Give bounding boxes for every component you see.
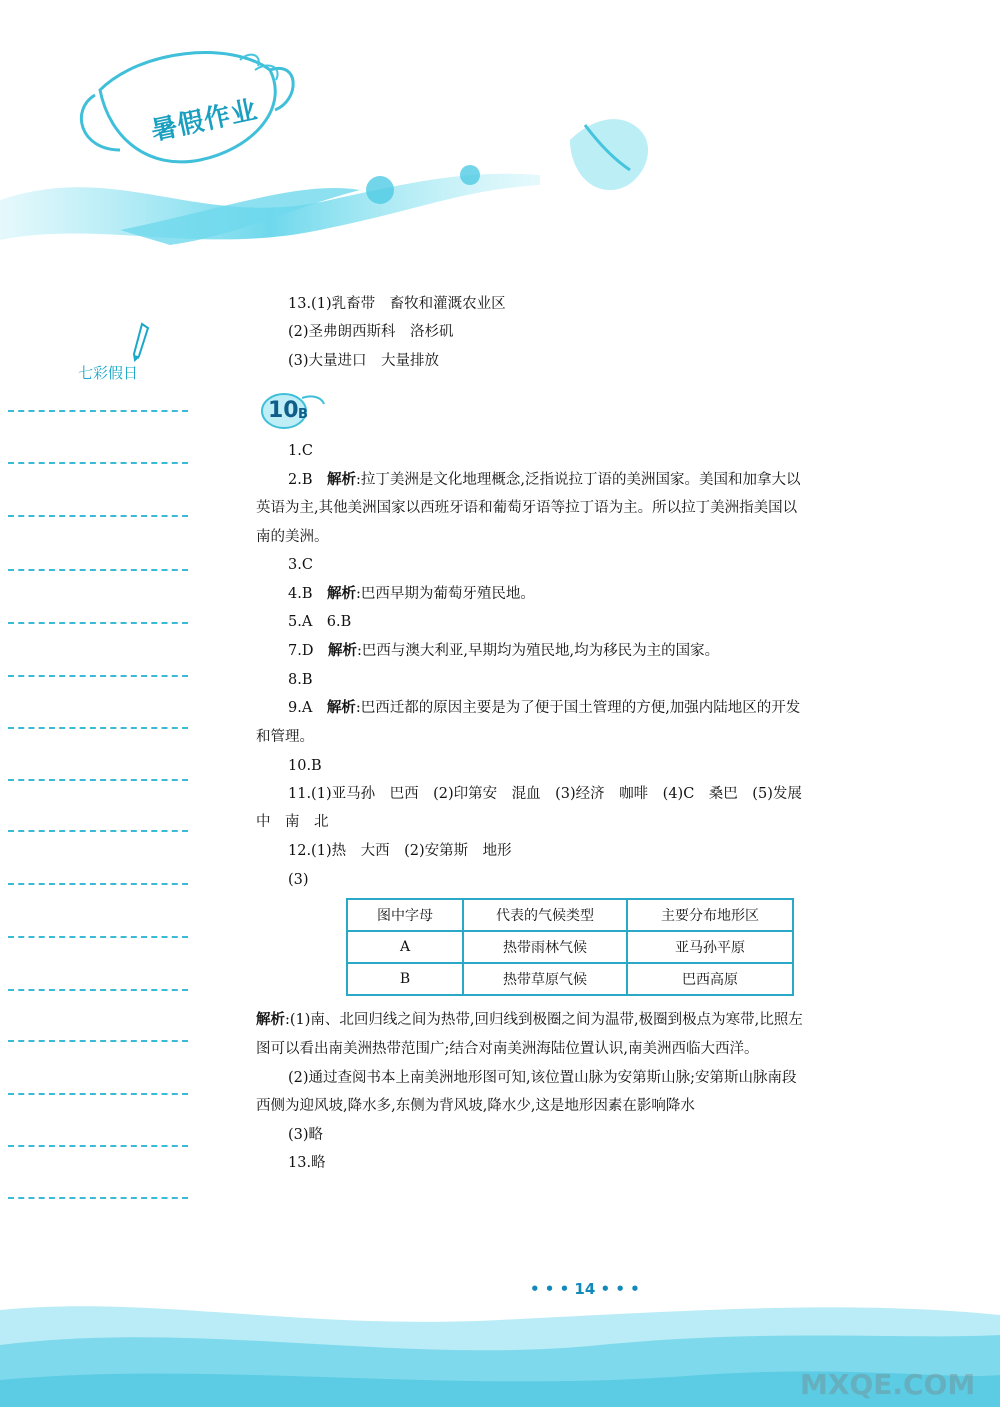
note-line — [8, 830, 188, 832]
banner-title: 暑假作业 — [148, 95, 261, 147]
table-header-cell: 主要分布地形区 — [627, 899, 793, 931]
table-row — [347, 931, 793, 963]
analysis-label: 解析 — [327, 642, 357, 659]
table-header-cell: 图中字母 — [347, 899, 463, 931]
answer-line: (2)圣弗朗西斯科 洛杉矶 — [288, 324, 454, 340]
note-line — [8, 727, 188, 729]
answer-line: 12.(1)热 大西 (2)安第斯 地形 — [288, 843, 512, 859]
section-letter: B — [298, 407, 308, 422]
answer-line: 中 南 北 — [256, 814, 329, 830]
note-line — [8, 779, 188, 781]
table-header-cell: 代表的气候类型 — [463, 899, 627, 931]
note-line — [8, 569, 188, 571]
table-cell: 亚马孙平原 — [627, 931, 793, 963]
header-decoration — [0, 0, 1000, 260]
answer-line: 西侧为迎风坡,降水多,东侧为背风坡,降水少,这是地形因素在影响降水 — [256, 1098, 695, 1114]
sidebar-label: 七彩假日 — [78, 364, 139, 382]
answer-line: (3)略 — [288, 1127, 324, 1143]
answer-line: 10.B — [288, 758, 322, 774]
section-number: 10 — [268, 398, 299, 423]
answer-line: 4.B 解析:巴西早期为葡萄牙殖民地。 — [288, 585, 535, 602]
answer-line: 和管理。 — [256, 729, 314, 745]
answer-line: (3) — [288, 872, 309, 888]
answer-line: 图可以看出南美洲热带范围广;结合对南美洲海陆位置认识,南美洲西临大西洋。 — [256, 1041, 759, 1057]
analysis-label: 解析 — [326, 699, 356, 716]
answer-line: 7.D 解析:巴西与澳大利亚,早期均为殖民地,均为移民为主的国家。 — [288, 642, 720, 659]
note-line — [8, 675, 188, 677]
answer-line: 1.C — [288, 443, 313, 459]
analysis-label: 解析 — [256, 1011, 285, 1028]
note-line — [8, 1145, 188, 1147]
answer-line: 13.略 — [288, 1155, 326, 1171]
note-line — [8, 622, 188, 624]
table-header-row — [347, 899, 793, 931]
table-cell: 热带草原气候 — [463, 963, 627, 995]
note-line — [8, 1093, 188, 1095]
answer-line: 9.A 解析:巴西迁都的原因主要是为了便于国土管理的方便,加强内陆地区的开发 — [288, 699, 801, 716]
answer-line: 3.C — [288, 557, 313, 573]
page-number: • • • 14 • • • — [530, 1280, 640, 1298]
analysis-label: 解析 — [327, 471, 356, 488]
note-line — [8, 410, 188, 412]
answer-line: (2)通过查阅书本上南美洲地形图可知,该位置山脉为安第斯山脉;安第斯山脉南段 — [288, 1070, 797, 1086]
answer-line: 英语为主,其他美洲国家以西班牙语和葡萄牙语等拉丁语为主。所以拉丁美洲指美国以 — [256, 500, 798, 516]
table-row — [347, 963, 793, 995]
answer-line: 13.(1)乳畜带 畜牧和灌溉农业区 — [288, 296, 506, 312]
answer-line: (3)大量进口 大量排放 — [288, 353, 440, 369]
answer-line: 5.A 6.B — [288, 614, 352, 630]
table-cell: B — [347, 963, 463, 995]
table-cell: 巴西高原 — [627, 963, 793, 995]
answer-line: 11.(1)亚马孙 巴西 (2)印第安 混血 (3)经济 咖啡 (4)C 桑巴 (5)发展 — [288, 786, 802, 802]
analysis-label: 解析 — [327, 585, 356, 602]
note-line — [8, 515, 188, 517]
answer-line: 2.B 解析:拉丁美洲是文化地理概念,泛指说拉丁语的美洲国家。美国和加拿大以 — [288, 471, 801, 488]
note-line — [8, 1040, 188, 1042]
note-line — [8, 989, 188, 991]
table-cell: 热带雨林气候 — [463, 931, 627, 963]
table-cell: A — [347, 931, 463, 963]
note-line — [8, 462, 188, 464]
note-line — [8, 936, 188, 938]
note-line — [8, 1197, 188, 1199]
pen-icon — [132, 322, 150, 362]
note-line — [8, 883, 188, 885]
climate-table — [346, 898, 794, 996]
watermark: MXQE.COM — [800, 1368, 976, 1401]
answer-line: 解析:(1)南、北回归线之间为热带,回归线到极圈之间为温带,极圈到极点为寒带,比照左 — [256, 1011, 803, 1028]
answer-line: 8.B — [288, 672, 313, 688]
answer-line: 南的美洲。 — [256, 529, 329, 545]
